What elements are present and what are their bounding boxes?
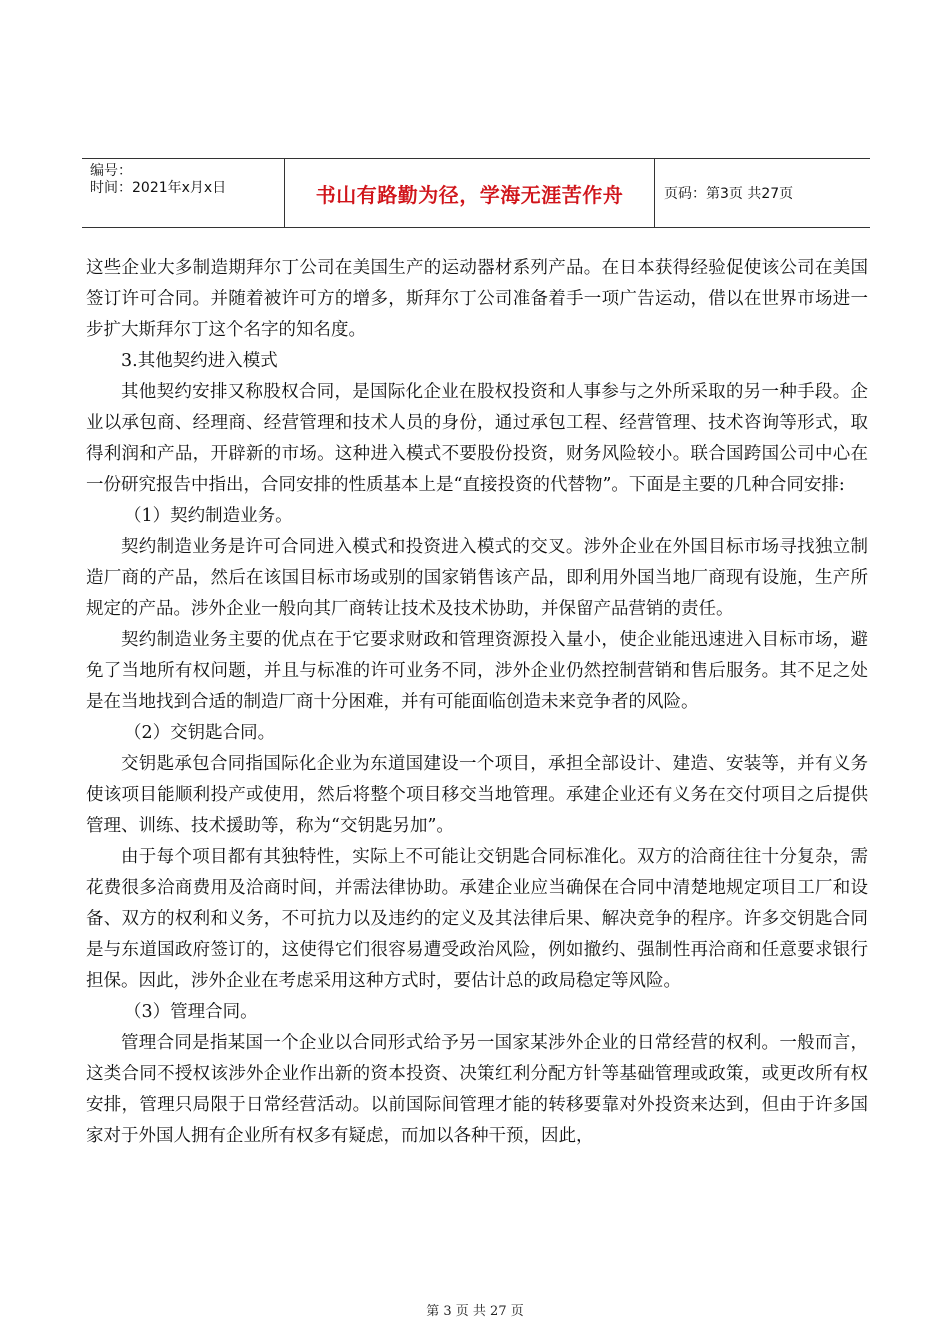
paragraph: 契约制造业务主要的优点在于它要求财政和管理资源投入量小，使企业能迅速进入目标市场，避免了当地所有权问题，并且与标准的许可业务不同，涉外企业仍然控制营销和售后服务。其不足之处是在当地找到合适的制造厂商十分困难，并有可能面临创造未来竞争者的风险。 (86, 630, 868, 712)
number-label: 编号： (90, 163, 132, 179)
header-table (82, 158, 870, 228)
sub-heading: （2）交钥匙合同。 (124, 723, 276, 743)
paragraph: 交钥匙承包合同指国际化企业为东道国建设一个项目，承担全部设计、建造、安装等，并有义务使该项目能顺利投产或使用，然后将整个项目移交当地管理。承建企业还有义务在交付项目之后提供管理、训练、技术援助等，称为“交钥匙另加”。 (86, 754, 868, 836)
time-label: 时间：2021年x月x日 (90, 180, 227, 196)
header-right-cell (655, 159, 870, 227)
paragraph: 其他契约安排又称股权合同，是国际化企业在股权投资和人事参与之外所采取的另一种手段。企业以承包商、经理商、经营管理和技术人员的身份，通过承包工程、经营管理、技术咨询等形式，取得利润和产品，开辟新的市场。这种进入模式不要股份投资，财务风险较小。联合国跨国公司中心在一份研究报告中指出，合同安排的性质基本上是“直接投资的代替物”。下面是主要的几种合同安排: (86, 382, 868, 495)
page-footer: 第 3 页 共 27 页 (426, 1304, 524, 1319)
document-body (86, 253, 868, 1152)
paragraph: 契约制造业务是许可合同进入模式和投资进入模式的交叉。涉外企业在外国目标市场寻找独立制造厂商的产品，然后在该国目标市场或别的国家销售该产品，即利用外国当地厂商现有设施，生产所规定的产品。涉外企业一般向其厂商转让技术及技术协助，并保留产品营销的责任。 (86, 537, 868, 619)
paragraph: 管理合同是指某国一个企业以合同形式给予另一国家某涉外企业的日常经营的权利。一般而言，这类合同不授权该涉外企业作出新的资本投资、决策红利分配方针等基础管理或政策，或更改所有权安排，管理只局限于日常经营活动。以前国际间管理才能的转移要靠对外投资来达到，但由于许多国家对于外国人拥有企业所有权多有疑虑，而加以各种干预，因此， (86, 1033, 868, 1146)
section-heading: 3.其他契约进入模式 (121, 351, 278, 371)
paragraph: 这些企业大多制造期拜尔丁公司在美国生产的运动器材系列产品。在日本获得经验促使该公司在美国签订许可合同。并随着被许可方的增多，斯拜尔丁公司准备着手一项广告运动，借以在世界市场进一步扩大斯拜尔丁这个名字的知名度。 (86, 258, 868, 340)
paragraph: 由于每个项目都有其独特性，实际上不可能让交钥匙合同标准化。双方的洽商往往十分复杂，需花费很多洽商费用及洽商时间，并需法律协助。承建企业应当确保在合同中清楚地规定项目工厂和设备、双方的权利和义务，不可抗力以及违约的定义及其法律后果、解决竞争的程序。许多交钥匙合同是与东道国政府签订的，这使得它们很容易遭受政治风险，例如撤约、强制性再洽商和任意要求银行担保。因此，涉外企业在考虑采用这种方式时，要估计总的政局稳定等风险。 (86, 847, 868, 991)
page-info: 页码：第3页 共27页 (664, 186, 794, 202)
sub-heading: （3）管理合同。 (124, 1002, 258, 1022)
motto: 书山有路勤为径，学海无涯苦作舟 (315, 182, 624, 207)
header-left-cell (82, 159, 285, 227)
header-middle-cell (285, 159, 655, 227)
sub-heading: （1）契约制造业务。 (124, 506, 293, 526)
